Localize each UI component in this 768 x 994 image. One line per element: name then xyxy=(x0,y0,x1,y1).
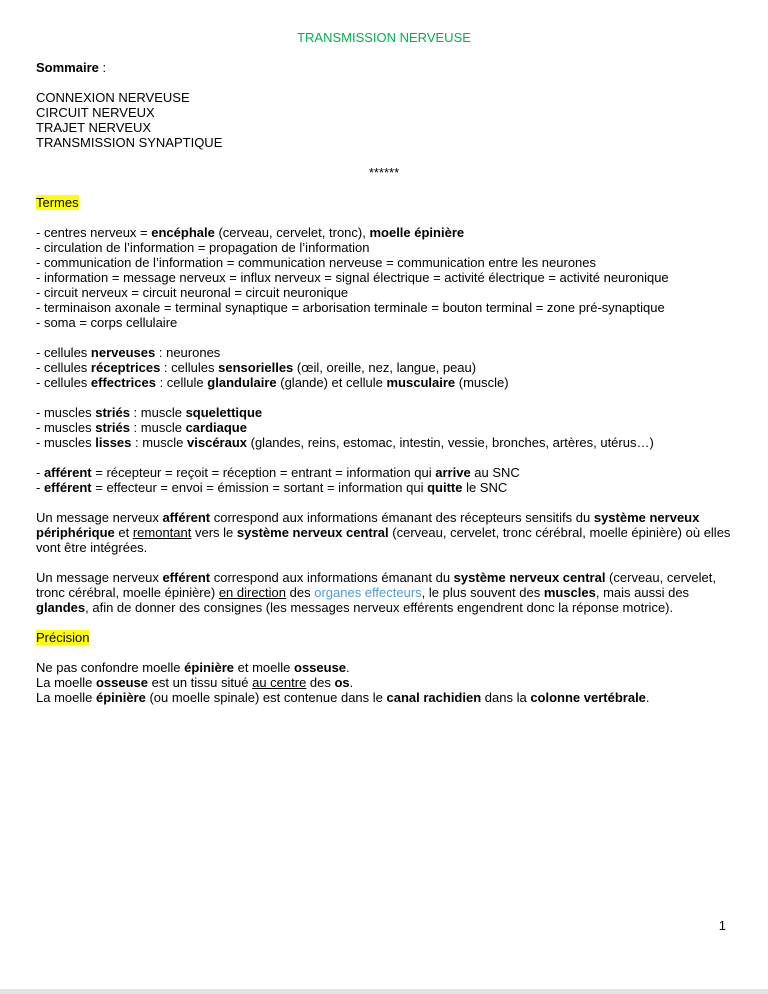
text-run: , mais aussi des xyxy=(595,585,690,600)
text-run: : muscle xyxy=(131,435,188,450)
text-run: CIRCUIT NERVEUX xyxy=(36,105,155,120)
term-line xyxy=(36,255,732,270)
text-run: La moelle xyxy=(36,690,96,705)
text-run: striés xyxy=(95,405,130,420)
text-run: - xyxy=(36,480,44,495)
text-run: épinière xyxy=(184,660,235,675)
term-line xyxy=(36,270,732,285)
text-run: remontant xyxy=(132,525,192,540)
text-run: - muscles xyxy=(36,435,96,450)
text-run: striés xyxy=(95,420,130,435)
precision-line xyxy=(36,675,732,690)
text-run: - circulation de l’information = propagation de l’information xyxy=(36,240,370,255)
text-run: (cerveau, cervelet, tronc cérébral, moelle épinière) xyxy=(36,570,716,600)
spacer-line xyxy=(36,615,732,630)
text-run: nerveuses xyxy=(90,345,156,360)
text-run: au SNC xyxy=(470,465,520,480)
text-run: et xyxy=(114,525,133,540)
term-line xyxy=(36,480,732,495)
text-run: efférent xyxy=(43,480,92,495)
text-run: effectrices xyxy=(90,375,156,390)
text-run: - cellules xyxy=(36,345,91,360)
text-run: lisses xyxy=(95,435,132,450)
text-run: cardiaque xyxy=(185,420,247,435)
text-run: afférent xyxy=(162,510,211,525)
text-run: canal rachidien xyxy=(386,690,482,705)
spacer-line xyxy=(36,75,732,90)
text-run: Ne pas confondre moelle xyxy=(36,660,185,675)
text-run: (ou moelle spinale) est contenue dans le xyxy=(145,690,387,705)
text-run: (cerveau, cervelet, tronc), xyxy=(214,225,370,240)
text-run: - muscles xyxy=(36,420,96,435)
term-line xyxy=(36,285,732,300)
link-organes-effecteurs[interactable]: organes effecteurs xyxy=(314,585,422,600)
text-run: : xyxy=(98,60,107,75)
page-number: 1 xyxy=(718,918,726,933)
text-run: réceptrices xyxy=(90,360,161,375)
text-run: (muscle) xyxy=(455,375,509,390)
text-run: , le plus souvent des xyxy=(421,585,544,600)
text-run: (œil, oreille, nez, langue, peau) xyxy=(293,360,477,375)
text-run: - cellules xyxy=(36,360,91,375)
text-run: des xyxy=(306,675,335,690)
spacer-line xyxy=(36,645,732,660)
section-heading-precision xyxy=(36,630,732,645)
text-run: au centre xyxy=(252,675,307,690)
text-run: muscles xyxy=(543,585,596,600)
text-run: (cerveau, cervelet, tronc cérébral, moelle épinière) où elles vont être intégrées. xyxy=(36,525,731,555)
toc-item-trajet xyxy=(36,120,732,135)
text-run: : neurones xyxy=(155,345,221,360)
document-title xyxy=(36,30,732,45)
text-run: musculaire xyxy=(386,375,456,390)
text-run: TRANSMISSION NERVEUSE xyxy=(297,30,471,45)
text-run: = effecteur = envoi = émission = sortant = information qui xyxy=(91,480,428,495)
text-run: squelettique xyxy=(185,405,263,420)
text-run: des xyxy=(286,585,315,600)
text-run: système nerveux central xyxy=(453,570,606,585)
text-run: Termes xyxy=(36,195,79,210)
text-run: - cellules xyxy=(36,375,91,390)
text-run: : muscle xyxy=(129,405,186,420)
text-run: dans la xyxy=(481,690,531,705)
text-run: . xyxy=(346,660,350,675)
text-run: . xyxy=(349,675,354,690)
text-run: = récepteur = reçoit = réception = entrant = information qui xyxy=(91,465,436,480)
spacer-line xyxy=(36,450,732,465)
text-run: glandes xyxy=(36,600,86,615)
term-line xyxy=(36,465,732,480)
term-line xyxy=(36,300,732,315)
term-line xyxy=(36,375,732,390)
text-run: glandulaire xyxy=(207,375,277,390)
text-run: - terminaison axonale = terminal synaptique = arborisation terminale = bouton terminal = zone pré-synaptique xyxy=(36,300,665,315)
spacer-line xyxy=(36,150,732,165)
precision-line xyxy=(36,660,732,675)
text-run: colonne vertébrale xyxy=(530,690,646,705)
section-heading-termes xyxy=(36,195,732,210)
text-run: quitte xyxy=(427,480,463,495)
term-line xyxy=(36,405,732,420)
text-run: : cellule xyxy=(155,375,208,390)
separator-stars xyxy=(36,165,732,180)
text-run: en direction xyxy=(218,585,287,600)
term-line xyxy=(36,315,732,330)
text-run: CONNEXION NERVEUSE xyxy=(36,90,190,105)
text-run: correspond aux informations émanant des récepteurs sensitifs du xyxy=(210,510,594,525)
text-run: encéphale xyxy=(151,225,215,240)
spacer-line xyxy=(36,330,732,345)
text-run: : muscle xyxy=(129,420,186,435)
text-run: - centres nerveux = xyxy=(36,225,152,240)
term-line xyxy=(36,240,732,255)
sommaire-heading xyxy=(36,60,732,75)
precision-line xyxy=(36,690,732,705)
text-run: (glande) et cellule xyxy=(276,375,387,390)
text-run: arrive xyxy=(435,465,471,480)
text-run: le SNC xyxy=(462,480,508,495)
spacer-line xyxy=(36,210,732,225)
spacer-line xyxy=(36,555,732,570)
text-run: - communication de l’information = communication nerveuse = communication entre les neurones xyxy=(36,255,597,270)
document-body xyxy=(36,30,732,705)
term-line xyxy=(36,225,732,240)
text-run: moelle épinière xyxy=(369,225,465,240)
text-run: efférent xyxy=(162,570,211,585)
text-run: afférent xyxy=(43,465,92,480)
text-run: : cellules xyxy=(160,360,219,375)
text-run: - muscles xyxy=(36,405,96,420)
text-run: Un message nerveux xyxy=(36,510,163,525)
text-run: - information = message nerveux = influx nerveux = signal électrique = activité électrique = activité neuronique xyxy=(36,270,669,285)
term-line xyxy=(36,345,732,360)
spacer-line xyxy=(36,390,732,405)
text-run: os xyxy=(334,675,350,690)
spacer-line xyxy=(36,495,732,510)
text-run: (glandes, reins, estomac, intestin, vessie, bronches, artères, utérus…) xyxy=(247,435,654,450)
text-run: système nerveux central xyxy=(236,525,389,540)
text-run: - xyxy=(36,465,44,480)
term-line xyxy=(36,360,732,375)
text-run: osseuse xyxy=(95,675,149,690)
text-run: - soma = corps cellulaire xyxy=(36,315,178,330)
text-run: ****** xyxy=(368,165,400,180)
text-run: épinière xyxy=(95,690,146,705)
text-run: est un tissu situé xyxy=(148,675,253,690)
text-run: Précision xyxy=(36,630,90,645)
toc-item-transmission xyxy=(36,135,732,150)
term-line xyxy=(36,420,732,435)
text-run: La moelle xyxy=(36,675,96,690)
spacer-line xyxy=(36,45,732,60)
text-run: TRANSMISSION SYNAPTIQUE xyxy=(36,135,223,150)
text-run: système nerveux périphérique xyxy=(36,510,700,540)
text-run: correspond aux informations émanant du xyxy=(210,570,454,585)
text-run: , afin de donner des consignes (les messages nerveux efférents engendrent donc la réponse motrice). xyxy=(85,600,674,615)
text-run: vers le xyxy=(191,525,237,540)
toc-item-circuit xyxy=(36,105,732,120)
text-run: - circuit nerveux = circuit neuronal = circuit neuronique xyxy=(36,285,349,300)
text-run: et moelle xyxy=(234,660,294,675)
text-run: viscéraux xyxy=(187,435,248,450)
text-run: Un message nerveux xyxy=(36,570,163,585)
toc-item-connexion xyxy=(36,90,732,105)
paragraph-efferent xyxy=(36,570,732,615)
text-run: sensorielles xyxy=(218,360,294,375)
text-run: Sommaire xyxy=(36,60,99,75)
spacer-line xyxy=(36,180,732,195)
paragraph-afferent xyxy=(36,510,732,555)
text-run: . xyxy=(645,690,650,705)
text-run: TRAJET NERVEUX xyxy=(36,120,152,135)
term-line xyxy=(36,435,732,450)
text-run: osseuse xyxy=(294,660,347,675)
